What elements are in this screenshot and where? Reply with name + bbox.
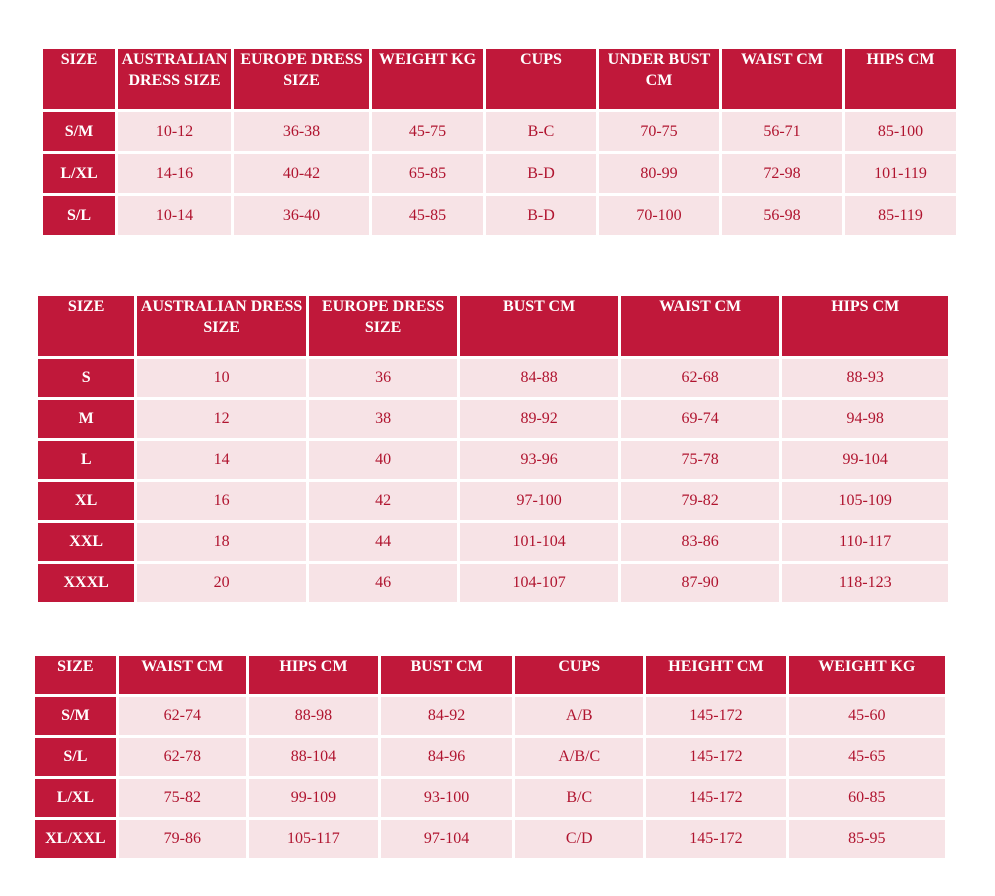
table-cell: B-D [486, 196, 596, 235]
column-header: HIPS CM [249, 656, 378, 694]
table-cell: 70-75 [599, 112, 719, 151]
table-cell: 83-86 [621, 523, 780, 561]
column-header: HIPS CM [845, 49, 956, 109]
table-cell: 101-119 [845, 154, 956, 193]
table-cell: 62-68 [621, 359, 780, 397]
table-cell: 145-172 [646, 697, 785, 735]
table-cell: 85-95 [789, 820, 945, 858]
table-cell: 97-100 [460, 482, 618, 520]
size-label-cell: XXL [38, 523, 134, 561]
column-header: WEIGHT KG [789, 656, 945, 694]
column-header: AUSTRALIAN DRESS SIZE [137, 296, 306, 356]
table-cell: 79-82 [621, 482, 780, 520]
table-row [38, 523, 948, 561]
table-cell: 36-40 [234, 196, 369, 235]
size-label-cell: S/M [35, 697, 116, 735]
table-cell: 89-92 [460, 400, 618, 438]
table-cell: 40-42 [234, 154, 369, 193]
table-cell: 145-172 [646, 820, 785, 858]
table-cell: 56-71 [722, 112, 842, 151]
table-cell: 36-38 [234, 112, 369, 151]
table-cell: B/C [515, 779, 643, 817]
table-row [38, 400, 948, 438]
table-cell: 56-98 [722, 196, 842, 235]
table-cell: C/D [515, 820, 643, 858]
column-header: HEIGHT CM [646, 656, 785, 694]
table-cell: 145-172 [646, 779, 785, 817]
table-cell: 42 [309, 482, 457, 520]
table-cell: A/B/C [515, 738, 643, 776]
table-cell: 46 [309, 564, 457, 602]
size-label-cell: S/M [43, 112, 115, 151]
table-cell: 60-85 [789, 779, 945, 817]
table-cell: 62-74 [119, 697, 246, 735]
size-label-cell: XL/XXL [35, 820, 116, 858]
table-cell: 94-98 [782, 400, 948, 438]
table-cell: 93-96 [460, 441, 618, 479]
table-cell: 10-12 [118, 112, 231, 151]
table-row [43, 112, 956, 151]
size-label-cell: XXXL [38, 564, 134, 602]
table-cell: 93-100 [381, 779, 512, 817]
table-cell: 105-117 [249, 820, 378, 858]
table-row [38, 564, 948, 602]
table-cell: 69-74 [621, 400, 780, 438]
table-cell: 85-119 [845, 196, 956, 235]
column-header: WAIST CM [119, 656, 246, 694]
size-label-cell: S [38, 359, 134, 397]
table-cell: 18 [137, 523, 306, 561]
table-cell: B-D [486, 154, 596, 193]
table-cell: 79-86 [119, 820, 246, 858]
table-row [35, 738, 945, 776]
column-header: SIZE [35, 656, 116, 694]
column-header: BUST CM [460, 296, 618, 356]
table-cell: 101-104 [460, 523, 618, 561]
table-cell: 16 [137, 482, 306, 520]
size-label-cell: L/XL [35, 779, 116, 817]
table-cell: A/B [515, 697, 643, 735]
column-header: EUROPE DRESS SIZE [309, 296, 457, 356]
table-cell: 105-109 [782, 482, 948, 520]
table-row [43, 196, 956, 235]
size-chart-table-1 [40, 46, 959, 238]
table-cell: 72-98 [722, 154, 842, 193]
table-cell: 145-172 [646, 738, 785, 776]
table-cell: 40 [309, 441, 457, 479]
table-cell: 85-100 [845, 112, 956, 151]
column-header: SIZE [38, 296, 134, 356]
table-header-row [43, 49, 956, 109]
table-cell: 70-100 [599, 196, 719, 235]
table-cell: 45-60 [789, 697, 945, 735]
table-cell: 84-92 [381, 697, 512, 735]
column-header: CUPS [515, 656, 643, 694]
table-cell: 84-96 [381, 738, 512, 776]
table-cell: 10-14 [118, 196, 231, 235]
table-cell: 80-99 [599, 154, 719, 193]
size-label-cell: L [38, 441, 134, 479]
table-header-row [35, 656, 945, 694]
table-cell: 44 [309, 523, 457, 561]
table-cell: 75-78 [621, 441, 780, 479]
table-cell: 12 [137, 400, 306, 438]
table-row [35, 820, 945, 858]
table-cell: 99-109 [249, 779, 378, 817]
table-cell: 65-85 [372, 154, 483, 193]
column-header: CUPS [486, 49, 596, 109]
column-header: SIZE [43, 49, 115, 109]
table-cell: 14 [137, 441, 306, 479]
table-cell: 38 [309, 400, 457, 438]
column-header: HIPS CM [782, 296, 948, 356]
table-cell: 14-16 [118, 154, 231, 193]
table-row [38, 441, 948, 479]
table-cell: 45-65 [789, 738, 945, 776]
size-label-cell: XL [38, 482, 134, 520]
column-header: BUST CM [381, 656, 512, 694]
table-cell: 75-82 [119, 779, 246, 817]
column-header: EUROPE DRESS SIZE [234, 49, 369, 109]
table-cell: 20 [137, 564, 306, 602]
table-cell: 88-104 [249, 738, 378, 776]
size-label-cell: S/L [35, 738, 116, 776]
table-header-row [38, 296, 948, 356]
table-cell: 36 [309, 359, 457, 397]
size-label-cell: M [38, 400, 134, 438]
table-cell: B-C [486, 112, 596, 151]
table-cell: 110-117 [782, 523, 948, 561]
table-cell: 45-75 [372, 112, 483, 151]
table-cell: 45-85 [372, 196, 483, 235]
column-header: AUSTRALIAN DRESS SIZE [118, 49, 231, 109]
size-chart-table-3 [32, 653, 948, 861]
table-cell: 87-90 [621, 564, 780, 602]
table-cell: 84-88 [460, 359, 618, 397]
table-cell: 10 [137, 359, 306, 397]
table-cell: 62-78 [119, 738, 246, 776]
table-cell: 104-107 [460, 564, 618, 602]
table-cell: 118-123 [782, 564, 948, 602]
column-header: UNDER BUST CM [599, 49, 719, 109]
column-header: WAIST CM [722, 49, 842, 109]
table-row [35, 697, 945, 735]
table-row [35, 779, 945, 817]
table-cell: 88-93 [782, 359, 948, 397]
size-chart-table-2 [35, 293, 951, 605]
table-cell: 99-104 [782, 441, 948, 479]
column-header: WAIST CM [621, 296, 780, 356]
table-row [38, 482, 948, 520]
table-row [43, 154, 956, 193]
table-row [38, 359, 948, 397]
table-cell: 88-98 [249, 697, 378, 735]
size-label-cell: S/L [43, 196, 115, 235]
table-cell: 97-104 [381, 820, 512, 858]
size-label-cell: L/XL [43, 154, 115, 193]
column-header: WEIGHT KG [372, 49, 483, 109]
